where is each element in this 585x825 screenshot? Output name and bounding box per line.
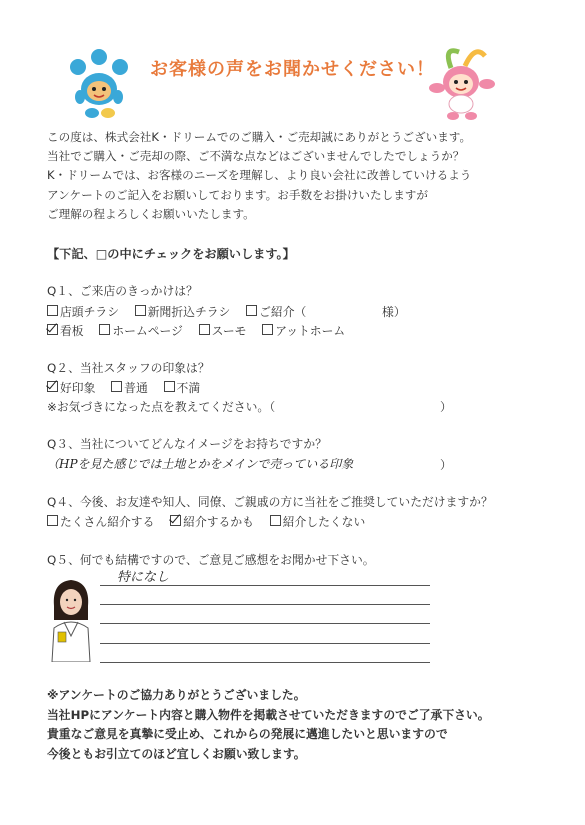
option-athome[interactable] (262, 324, 345, 338)
option-label: 紹介するかも (183, 515, 254, 529)
checkbox-checked[interactable] (170, 515, 181, 526)
checkbox-checked[interactable] (47, 324, 58, 335)
answer-line (100, 585, 430, 586)
option-label: 看板 (60, 324, 84, 338)
option-label: 好印象 (60, 381, 96, 395)
option-label: スーモ (211, 324, 247, 338)
option-suumo[interactable] (199, 324, 247, 338)
option-label: たくさん紹介する (60, 515, 155, 529)
staff-portrait-illustration (44, 576, 98, 662)
q3-answer-handwritten: （HPを見た感じでは土地とかをメインで売っている印象 (47, 457, 354, 471)
footer-line: 当社HPにアンケート内容と購入物件を掲載させていただきますのでご了承下さい。 (47, 707, 490, 722)
q4-options (47, 513, 377, 530)
checkbox[interactable] (246, 305, 257, 316)
checkbox[interactable] (199, 324, 210, 335)
option-referral[interactable] (246, 305, 306, 319)
intro-line: この度は、株式会社K・ドリームでのご購入・ご売却誠にありがとうございます。 (47, 130, 472, 144)
option-store-flyer[interactable] (47, 305, 119, 319)
q4-question: Q４、今後、お友達や知人、同僚、ご親戚の方に当社をご推奨していただけますか？ (47, 495, 493, 509)
option-label: 不満 (176, 381, 201, 395)
checkbox-checked[interactable] (47, 381, 58, 392)
option-label: 紹介したくない (282, 515, 366, 529)
footer-line: 今後ともお引立てのほど宜しくお願い致します。 (47, 746, 306, 761)
checkbox[interactable] (47, 515, 58, 526)
note-label: ※お気づきになった点を教えてください。（ (47, 400, 276, 414)
checkbox[interactable] (99, 324, 110, 335)
answer-line (100, 623, 430, 624)
q2-note-close: ） (440, 400, 452, 414)
q1-options-row1 (47, 303, 406, 320)
mascot-right-illustration (425, 42, 497, 120)
option-label: 店頭チラシ (60, 305, 119, 319)
option-recommend-maybe[interactable] (170, 515, 254, 529)
checkbox[interactable] (135, 305, 146, 316)
intro-line: アンケートのご記入をお願いしております。お手数をお掛けいたしますが (47, 187, 428, 202)
option-newspaper-flyer[interactable] (135, 305, 231, 319)
option-dissatisfied[interactable] (164, 381, 201, 395)
q1-question: Q１、ご来店のきっかけは？ (47, 284, 198, 298)
q5-question: Q５、何でも結構ですので、ご意見ご感想をお聞かせ下さい。 (47, 553, 375, 567)
option-signboard[interactable] (47, 324, 84, 338)
q2-question: Q２、当社スタッフの印象は？ (47, 361, 210, 375)
intro-text (47, 128, 547, 224)
intro-line: ご理解の程よろしくお願いいたします。 (47, 206, 255, 221)
q2-options (47, 379, 212, 396)
page-title: お客様の声をお聞かせください！ (150, 59, 435, 80)
q5-answer-handwritten: 特になし (117, 570, 170, 585)
answer-line (100, 604, 430, 605)
referral-suffix: 様） (382, 305, 406, 319)
answer-line (100, 662, 430, 663)
option-label: ホームページ (112, 324, 183, 338)
checkbox[interactable] (111, 381, 122, 392)
section-heading: 【下記、□の中にチェックをお願いします。】 (47, 247, 295, 261)
checkbox[interactable] (262, 324, 273, 335)
q3-question: Q３、当社についてどんなイメージをお持ちですか？ (47, 437, 327, 451)
footer-line: ※アンケートのご協力ありがとうございました。 (47, 688, 306, 702)
checkbox[interactable] (164, 381, 175, 392)
option-label: 新聞折込チラシ (147, 305, 231, 319)
option-good[interactable] (47, 381, 95, 395)
footer-text (47, 686, 490, 764)
q1-options-row2 (47, 322, 357, 339)
intro-line: 当社でご購入・ご売却の際、ご不満な点などはございませんでしたでしょうか？ (47, 149, 465, 164)
checkbox[interactable] (47, 305, 58, 316)
q3-close: ） (440, 458, 452, 472)
intro-line: K・ドリームでは、お客様のニーズを理解し、より良い会社に改善していけるよう (47, 168, 472, 183)
option-recommend-many[interactable] (47, 515, 154, 529)
footer-line: 貴重なご意見を真摯に受止め、これからの発展に邁進したいと思いますので (47, 727, 448, 741)
option-label: ご紹介（ (259, 305, 307, 319)
option-label: 普通 (124, 381, 148, 395)
option-not-recommend[interactable] (270, 515, 366, 529)
option-label: アットホーム (275, 324, 346, 338)
checkbox[interactable] (270, 515, 281, 526)
option-homepage[interactable] (99, 324, 183, 338)
answer-line (100, 643, 430, 644)
q2-note (47, 398, 275, 415)
option-normal[interactable] (111, 381, 148, 395)
